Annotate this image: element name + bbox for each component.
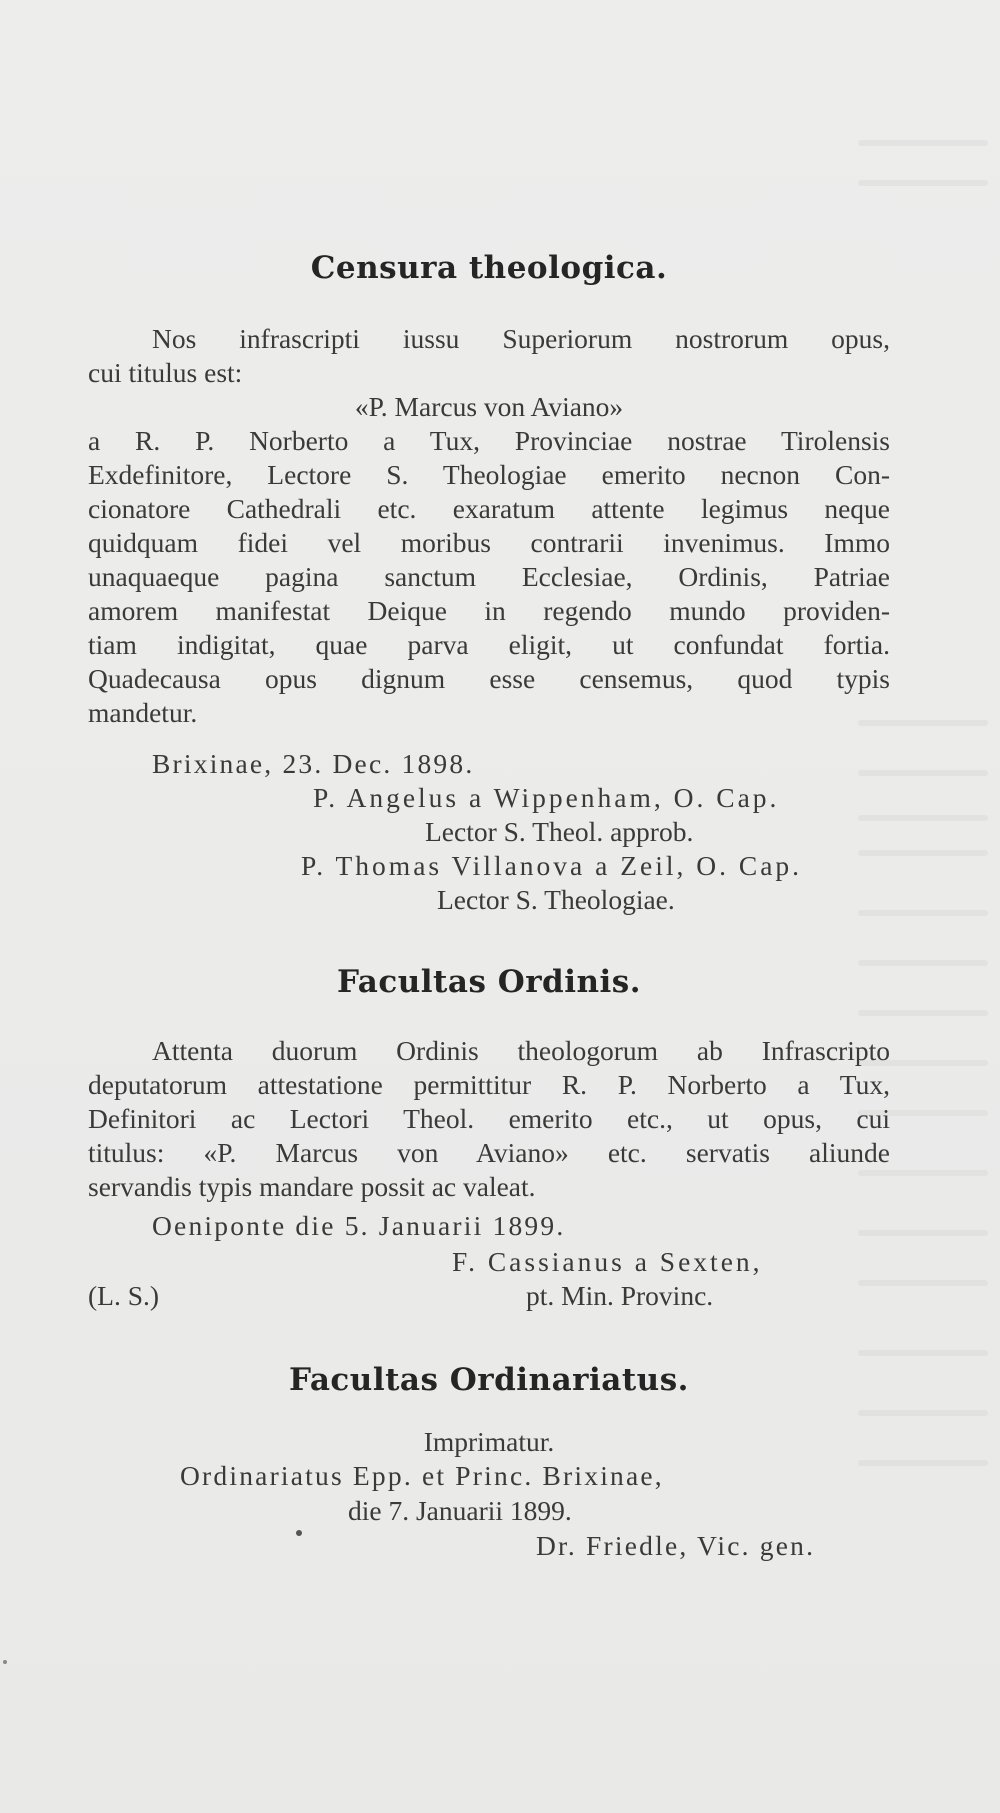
facultas-ordinis-line-5: servandis typis mandare possit ac valeat. <box>88 1171 536 1202</box>
censura-line-7: quidquam fidei vel moribus contrarii invenimus. Immo <box>88 527 890 558</box>
censura-title-line: «P. Marcus von Aviano» <box>354 391 624 422</box>
censura-line-2: cui titulus est: <box>88 357 243 388</box>
censura-line-8: unaquaeque pagina sanctum Ecclesiae, Ordinis, Patriae <box>88 561 890 592</box>
censura-place-date: Brixinae, 23. Dec. 1898. <box>152 748 475 779</box>
edge-speck <box>3 1660 7 1664</box>
ordinariatus-signature: Dr. Friedle, Vic. gen. <box>536 1530 816 1561</box>
censura-line-4: a R. P. Norberto a Tux, Provinciae nostrae Tirolensis <box>88 425 890 456</box>
censura-signature-1-title: Lector S. Theol. approb. <box>425 816 694 847</box>
facultas-ordinis-line-1: Attenta duorum Ordinis theologorum ab Infrascripto <box>152 1035 890 1066</box>
censura-signature-1: P. Angelus a Wippenham, O. Cap. <box>313 782 780 813</box>
facultas-ordinis-line-2: deputatorum attestatione permittitur R. P. Norberto a Tux, <box>88 1069 890 1100</box>
censura-signature-2-title: Lector S. Theologiae. <box>437 884 675 915</box>
censura-line-1: Nos infrascripti iussu Superiorum nostrorum opus, <box>152 323 890 354</box>
facultas-ordinis-line-3: Definitori ac Lectori Theol. emerito etc., ut opus, cui <box>88 1103 890 1134</box>
ink-speck <box>296 1530 302 1536</box>
bleed-through-text <box>830 80 1000 1530</box>
facultas-ordinariatus-heading: Facultas Ordinariatus. <box>289 1362 689 1398</box>
censura-line-10: tiam indigitat, quae parva eligit, ut confundat fortia. <box>88 629 890 660</box>
facultas-ordinis-signature-title: pt. Min. Provinc. <box>526 1280 714 1311</box>
seal-mark: (L. S.) <box>88 1280 160 1311</box>
ordinariatus-issuer: Ordinariatus Epp. et Princ. Brixinae, <box>180 1460 664 1491</box>
facultas-ordinis-signature: F. Cassianus a Sexten, <box>452 1246 763 1277</box>
censura-line-5: Exdefinitore, Lectore S. Theologiae emerito necnon Con- <box>88 459 890 490</box>
censura-line-6: cionatore Cathedrali etc. exaratum attente legimus neque <box>88 493 890 524</box>
facultas-ordinis-line-4: titulus: «P. Marcus von Aviano» etc. servatis aliunde <box>88 1137 890 1168</box>
censura-line-11: Quadecausa opus dignum esse censemus, quod typis <box>88 663 890 694</box>
censura-line-9: amorem manifestat Deique in regendo mundo providen- <box>88 595 890 626</box>
facultas-ordinis-place-date: Oeniponte die 5. Januarii 1899. <box>152 1210 566 1241</box>
censura-signature-2: P. Thomas Villanova a Zeil, O. Cap. <box>301 850 803 881</box>
censura-heading: Censura theologica. <box>310 250 668 286</box>
facultas-ordinis-heading: Facultas Ordinis. <box>336 964 642 1000</box>
ordinariatus-date: die 7. Januarii 1899. <box>348 1495 572 1526</box>
censura-line-12: mandetur. <box>88 697 198 728</box>
imprimatur: Imprimatur. <box>423 1426 555 1457</box>
